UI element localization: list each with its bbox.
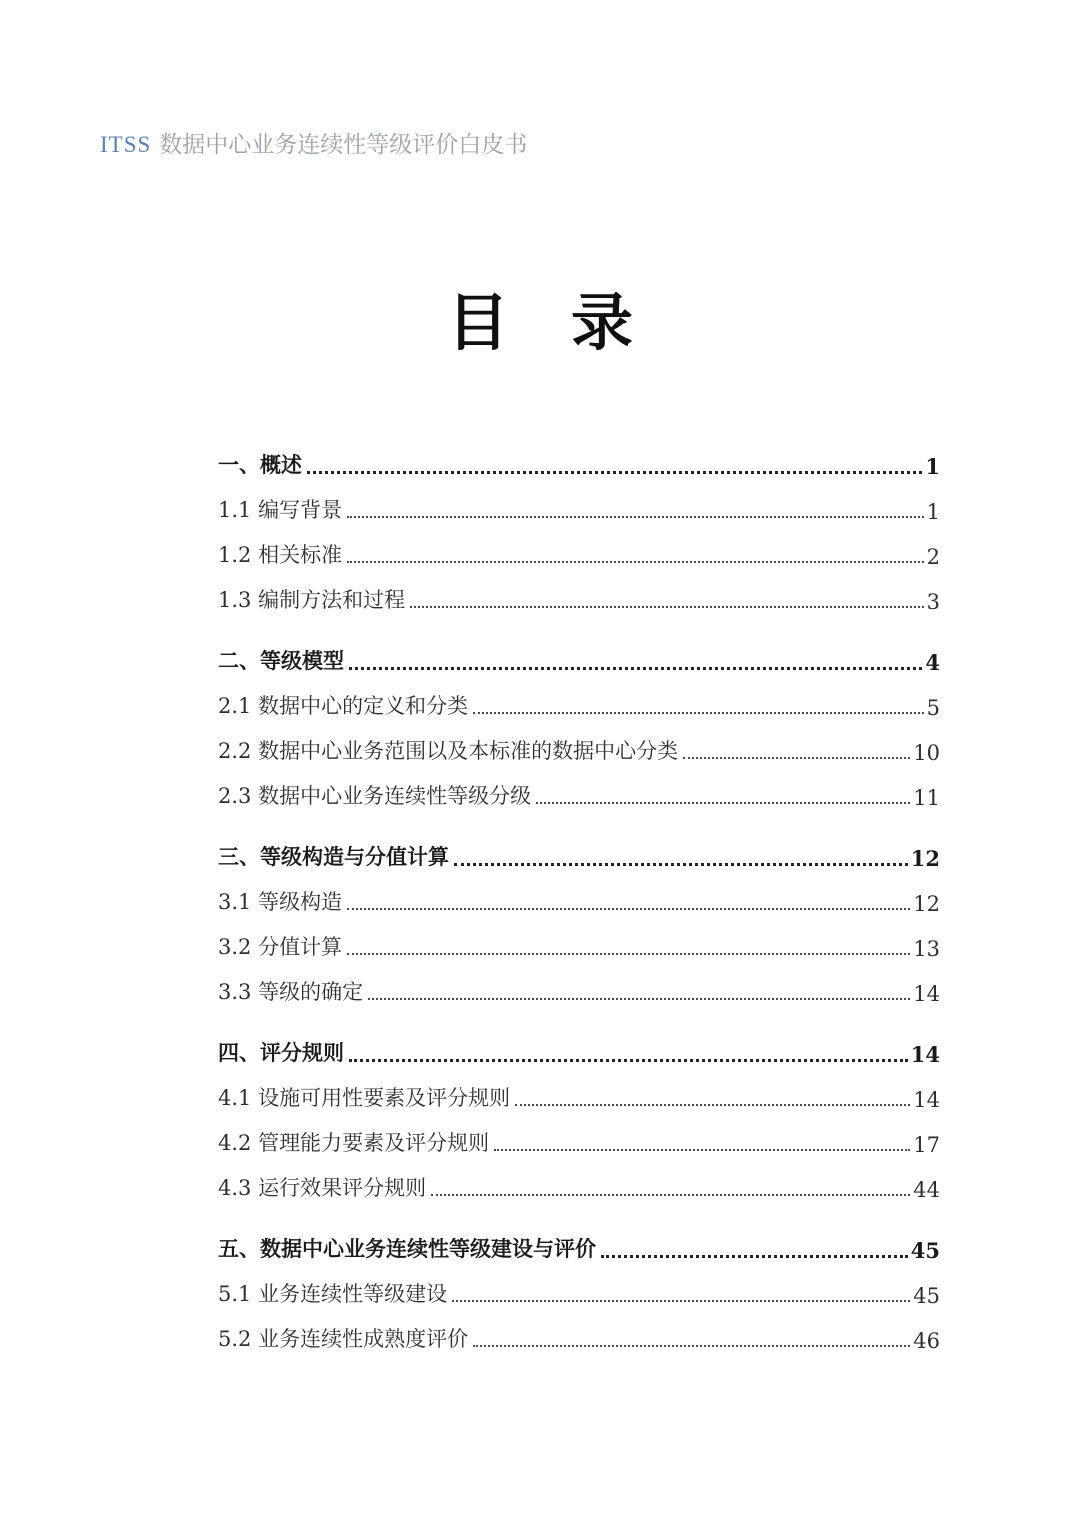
page-number: 11 (913, 786, 940, 810)
toc-section-2 (218, 646, 940, 810)
page-number: 45 (913, 1284, 940, 1308)
toc-heading-label: 二、等级模型 (218, 648, 344, 673)
page-number: 44 (913, 1178, 940, 1202)
toc-entry-label: 4.3 运行效果评分规则 (218, 1176, 427, 1200)
dot-leader (347, 953, 910, 955)
toc-section-4 (218, 1038, 940, 1202)
itss-logo-text: ITSS (100, 132, 152, 157)
dot-leader (515, 1104, 910, 1106)
page-number: 45 (910, 1238, 940, 1263)
toc-entry-row (218, 887, 940, 916)
dot-leader (347, 516, 924, 518)
page-number: 5 (926, 696, 940, 720)
toc-heading-label: 一、概述 (218, 452, 302, 477)
page-number: 1 (925, 454, 940, 479)
toc-entry-label: 4.1 设施可用性要素及评分规则 (218, 1086, 511, 1110)
toc-heading-label: 三、等级构造与分值计算 (218, 844, 449, 869)
toc-heading-label: 四、评分规则 (218, 1040, 344, 1065)
toc-section-1 (218, 450, 940, 614)
page-number: 1 (926, 500, 940, 524)
dot-leader (431, 1194, 910, 1196)
dot-leader (349, 1059, 908, 1062)
toc-entry-row (218, 1173, 940, 1202)
dot-leader (473, 712, 924, 714)
dot-leader (454, 863, 908, 866)
toc-entry-row (218, 977, 940, 1006)
page-number: 12 (913, 892, 940, 916)
toc-entry-label: 1.1 编写背景 (218, 498, 343, 522)
page-number: 14 (913, 982, 940, 1006)
toc-entry-label: 1.3 编制方法和过程 (218, 588, 406, 612)
toc-entry-label: 4.2 管理能力要素及评分规则 (218, 1131, 490, 1155)
toc-section-3 (218, 842, 940, 1006)
toc-entry-row (218, 1128, 940, 1157)
page-number: 3 (926, 590, 940, 614)
page-number: 4 (925, 650, 940, 675)
toc-entry-label: 2.3 数据中心业务连续性等级分级 (218, 784, 532, 808)
toc-entry-label: 2.1 数据中心的定义和分类 (218, 694, 469, 718)
toc-entry-row (218, 1279, 940, 1308)
page-number: 2 (926, 545, 940, 569)
page-number: 46 (913, 1329, 940, 1353)
toc-entry-label: 3.2 分值计算 (218, 935, 343, 959)
dot-leader (494, 1149, 910, 1151)
toc-entry-row (218, 1083, 940, 1112)
dot-leader (347, 908, 910, 910)
toc-entry-label: 3.1 等级构造 (218, 890, 343, 914)
dot-leader (452, 1300, 910, 1302)
header-document-title: 数据中心业务连续性等级评价白皮书 (159, 132, 528, 158)
dot-leader (347, 561, 924, 563)
toc-entry-label: 5.1 业务连续性等级建设 (218, 1282, 448, 1306)
toc-entry-row (218, 691, 940, 720)
dot-leader (307, 471, 922, 474)
toc-entry-row (218, 736, 940, 765)
page-number: 14 (910, 1042, 940, 1067)
toc-entry-row (218, 540, 940, 569)
page-header (100, 130, 527, 160)
table-of-contents (218, 450, 940, 1385)
page-number: 17 (913, 1133, 940, 1157)
dot-leader (410, 606, 924, 608)
toc-heading-row (218, 450, 940, 479)
toc-section-5 (218, 1234, 940, 1353)
dot-leader (473, 1345, 910, 1347)
toc-heading-row (218, 842, 940, 871)
toc-entry-row (218, 585, 940, 614)
toc-entry-label: 2.2 数据中心业务范围以及本标准的数据中心分类 (218, 739, 679, 763)
toc-page-title: 目 录 (446, 286, 633, 359)
toc-heading-label: 五、数据中心业务连续性等级建设与评价 (218, 1236, 596, 1261)
dot-leader (683, 757, 910, 759)
page-number: 14 (913, 1088, 940, 1112)
dot-leader (536, 802, 910, 804)
toc-entry-row (218, 1324, 940, 1353)
page-number: 12 (910, 846, 940, 871)
toc-entry-label: 5.2 业务连续性成熟度评价 (218, 1327, 469, 1351)
toc-entry-row (218, 932, 940, 961)
toc-entry-label: 1.2 相关标准 (218, 543, 343, 567)
toc-entry-label: 3.3 等级的确定 (218, 980, 364, 1004)
dot-leader (349, 667, 922, 670)
toc-heading-row (218, 1234, 940, 1263)
page-number: 10 (913, 741, 940, 765)
dot-leader (601, 1255, 908, 1258)
toc-entry-row (218, 781, 940, 810)
page-number: 13 (913, 937, 940, 961)
toc-heading-row (218, 1038, 940, 1067)
dot-leader (368, 998, 910, 1000)
toc-entry-row (218, 495, 940, 524)
toc-heading-row (218, 646, 940, 675)
